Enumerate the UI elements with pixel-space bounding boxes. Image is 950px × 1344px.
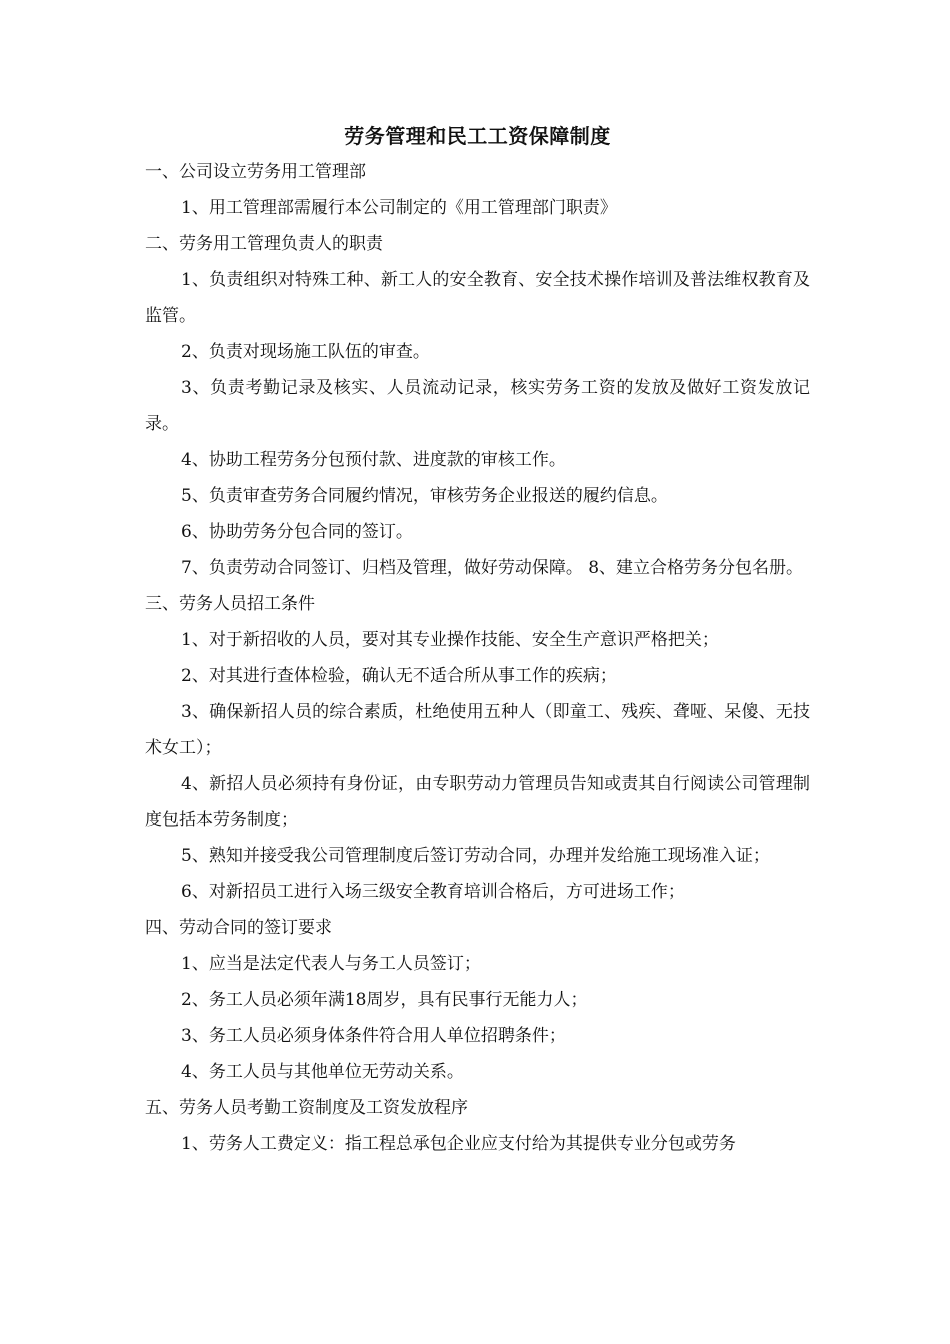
document-title: 劳务管理和民工工资保障制度 xyxy=(344,124,611,148)
section-heading-5: 五、劳务人员考勤工资制度及工资发放程序 xyxy=(145,1098,468,1118)
paragraph: 3、负责考勤记录及核实、人员流动记录，核实劳务工资的发放及做好工资发放记录。 xyxy=(145,378,810,434)
paragraph: 1、对于新招收的人员，要对其专业操作技能、安全生产意识严格把关； xyxy=(181,630,719,650)
paragraph: 6、协助劳务分包合同的签订。 xyxy=(181,522,413,542)
paragraph: 2、务工人员必须年满18周岁，具有民事行无能力人； xyxy=(181,990,588,1010)
paragraph: 4、协助工程劳务分包预付款、进度款的审核工作。 xyxy=(181,450,566,470)
paragraph: 1、负责组织对特殊工种、新工人的安全教育、安全技术操作培训及普法维权教育及监管。 xyxy=(145,270,810,326)
document-body xyxy=(145,118,810,1162)
paragraph: 3、务工人员必须身体条件符合用人单位招聘条件； xyxy=(181,1026,566,1046)
paragraph: 7、负责劳动合同签订、归档及管理，做好劳动保障。 8、建立合格劳务分包名册。 xyxy=(181,558,804,578)
section-heading-3: 三、劳务人员招工条件 xyxy=(145,594,315,614)
paragraph: 6、对新招员工进行入场三级安全教育培训合格后，方可进场工作； xyxy=(181,882,685,902)
paragraph: 4、新招人员必须持有身份证，由专职劳动力管理员告知或责其自行阅读公司管理制度包括本劳务制度； xyxy=(145,774,810,830)
paragraph: 5、熟知并接受我公司管理制度后签订劳动合同，办理并发给施工现场准入证； xyxy=(181,846,770,866)
paragraph: 4、务工人员与其他单位无劳动关系。 xyxy=(181,1062,464,1082)
paragraph: 1、应当是法定代表人与务工人员签订； xyxy=(181,954,481,974)
paragraph: 1、劳务人工费定义：指工程总承包企业应支付给为其提供专业分包或劳务 xyxy=(181,1134,736,1154)
paragraph: 1、用工管理部需履行本公司制定的《用工管理部门职责》 xyxy=(181,198,617,218)
section-heading-4: 四、劳动合同的签订要求 xyxy=(145,918,332,938)
section-heading-2: 二、劳务用工管理负责人的职责 xyxy=(145,234,383,254)
section-heading-1: 一、公司设立劳务用工管理部 xyxy=(145,162,366,182)
paragraph: 5、负责审查劳务合同履约情况，审核劳务企业报送的履约信息。 xyxy=(181,486,668,506)
paragraph: 2、负责对现场施工队伍的审查。 xyxy=(181,342,430,362)
paragraph: 2、对其进行查体检验，确认无不适合所从事工作的疾病； xyxy=(181,666,617,686)
paragraph: 3、确保新招人员的综合素质，杜绝使用五种人（即童工、残疾、聋哑、呆傻、无技术女工）； xyxy=(145,702,810,758)
